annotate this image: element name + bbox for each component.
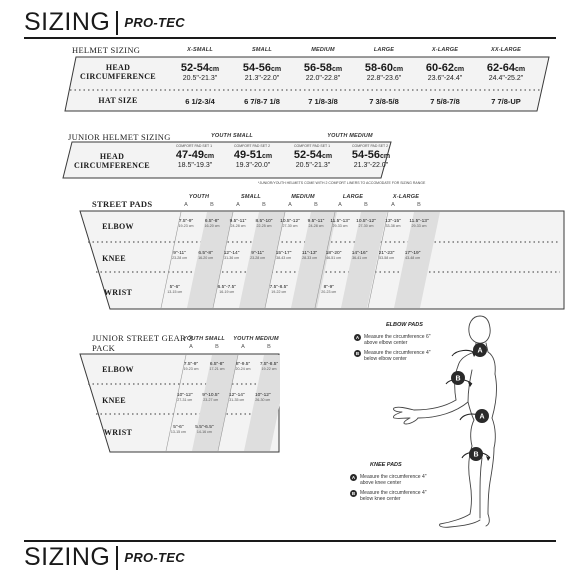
helmet-cm-unit: cm [454,66,465,73]
street_pads-cell [173,219,199,228]
junior_street-cell [178,362,204,371]
junior-helmet-cm-unit: cm [380,153,391,160]
street_pads-cell [303,219,329,228]
helmet-cm-value [228,63,296,74]
helmet-col-2: MEDIUM [311,47,335,53]
junior-helmet-size-cell [342,150,400,169]
street_pads-cell-cm: 16-20 cm [198,256,214,260]
helmet-section-title: HELMET SIZING [72,45,141,55]
junior_street-cell [230,362,256,371]
street_pads-cell-inches: 9"-11" [173,251,186,256]
street_pads-cell-cm: 36-41 cm [352,256,368,260]
street_pads-cell-cm: 16-19 cm [219,290,235,294]
street_pads-cell-cm: 22-25 cm [256,224,272,228]
knee-pads-title: KNEE PADS [370,462,402,468]
helmet-inch-value: 21.3"-22.0" [244,75,280,82]
street_pads-cell-cm: 23-28 cm [250,256,266,260]
street_pads-col-a: A [236,202,240,208]
junior_street-col-1: YOUTH MEDIUM [233,336,279,342]
street_pads-cell-inches: 14"-16" [351,251,368,256]
street_pads-col-b: B [210,202,214,208]
header-brand-logo: PRO-TEC [124,15,185,30]
measure-point-label: B [455,375,461,383]
junior-helmet-inch-value: 19.3"-20.0" [235,162,271,169]
junior_street-cell-inches: 5"-6" [173,425,184,430]
helmet-inch-value: 23.6"-24.4" [427,75,463,82]
header-rule [24,37,556,39]
street_pads-cell-inches: 7.5"-8.5" [269,285,288,290]
street_pads-cell-inches: 6.5"-7.5" [217,285,236,290]
junior_street-cell-inches: 7.5"-8.5" [259,362,279,367]
junior-helmet-cm-number: 47-49 [175,149,204,161]
junior_street-cell-inches: 5.5"-6.5" [195,425,214,430]
helmet-cm-unit: cm [393,66,404,73]
junior_street-cell-inches: 8"-9.5" [235,362,251,367]
street_pads-cell-cm: 20-23 cm [321,290,337,294]
junior_street-row-label: ELBOW [102,365,134,374]
street_pads-cell [219,251,245,260]
street_pads-cell [380,219,406,228]
helmet-size-cell [472,63,540,82]
street_pads-cell-cm: 27-30 cm [358,224,374,228]
junior_street-cell-cm: 14-16 cm [196,430,212,434]
helmet-cm-value [289,63,357,74]
street_pads-cell-inches: 11.5"-13" [409,219,429,224]
helmet-cm-number: 58-60 [364,62,393,74]
junior-helmet-cm-number: 54-56 [351,149,380,161]
knee_pads-badge: B [351,491,356,496]
street_pads-cell [214,285,240,294]
helmet-size-cell [289,63,357,82]
street_pads-cell [406,219,432,228]
helmet-size-cell [166,63,234,82]
street_pads-cell [374,251,400,260]
helmet-cm-unit: cm [271,66,282,73]
junior_street-cell-cm: 19-22 cm [261,367,277,371]
street_pads-cell-inches: 15"-17" [275,251,292,256]
street_pads-col-b: B [364,202,368,208]
junior-helmet-cm-number: 49-51 [233,149,262,161]
header-divider [116,11,118,35]
junior_street-cell-inches: 7.5"-9" [183,362,199,367]
elbow_pads-instruction-text: Measure the circumference 4" below elbow center [364,350,431,362]
street_pads-cell-cm: 27-30 cm [282,224,298,228]
street_pads-cell-inches: 9"-11" [251,251,264,256]
helmet-col-3: LARGE [373,47,395,53]
street_pads-cell [327,219,353,228]
helmet-size-cell [228,63,296,82]
helmet-cm-number: 54-56 [242,62,271,74]
helmet-size-cell [350,63,418,82]
junior_street-cell [198,393,224,402]
street_pads-col-a: A [288,202,292,208]
street_pads-cell [266,285,292,294]
junior-helmet-col-0: YOUTH SMALL [211,133,253,139]
junior-helmet-cm-value [224,150,282,161]
measure-point-label: B [473,451,479,459]
street_pads-cell-cm: 46-51 cm [326,256,342,260]
street_pads-cell [321,251,347,260]
street_pads-cell [162,285,188,294]
footer-title: SIZING [24,543,111,571]
street_pads-col-b: B [314,202,318,208]
street_pads-cell-cm: 31-36 cm [224,256,240,260]
junior_street-cell-inches: 10"-12" [176,393,193,398]
junior_street-cell-cm: 23-27 cm [203,398,219,402]
helmet-cm-unit: cm [332,66,343,73]
junior-helmet-inch-value: 21.3"-22.0" [353,162,389,169]
street-pads-section-title: STREET PADS [92,199,153,209]
junior_street-cell-inches: 6.5"-8" [209,362,225,367]
helmet-cm-value [411,63,479,74]
street_pads-cell [277,219,303,228]
street_pads-cell [167,251,193,260]
junior_street-cell-cm: 19-23 cm [183,367,199,371]
street_pads-cell [193,251,219,260]
street_pads-cell-cm: 29-33 cm [332,224,348,228]
street_pads-col-3: LARGE [342,194,364,200]
junior-helmet-pad-note: COMFORT PAD SET 1 [175,144,213,148]
header-band [24,10,556,35]
street_pads-cell-inches: 9.5"-11" [229,219,247,224]
junior-helmet-size-cell [166,150,224,169]
helmet-col-5: XX-LARGE [490,47,522,53]
junior-helmet-cm-unit: cm [262,153,273,160]
street_pads-col-b: B [262,202,266,208]
junior_street-row-label: KNEE [102,396,126,405]
street_pads-cell [353,219,379,228]
junior-helmet-col-1: YOUTH MEDIUM [327,133,373,139]
helmet-col-1: SMALL [252,47,272,53]
street_pads-cell [271,251,297,260]
junior-helmet-cm-unit: cm [204,153,215,160]
junior_street-cell-cm: 17-21 cm [209,367,225,371]
measure-point-label: A [477,347,483,355]
junior-helmet-cm-value [284,150,342,161]
helmet-hat-value: 7 3/8-5/8 [369,97,399,106]
street_pads-col-a: A [391,202,395,208]
junior_street-cell [191,425,217,434]
helmet-inch-value: 24.4"-25.2" [488,75,524,82]
junior-helmet-cm-number: 52-54 [293,149,322,161]
footer-divider [116,546,118,570]
junior_street-cell [224,393,250,402]
street_pads-cell-cm: 19-23 cm [178,224,194,228]
junior-helmet-cm-value [342,150,400,161]
street_pads-cell-cm: 53-58 cm [379,256,395,260]
junior-helmet-size-cell [284,150,342,169]
junior_street-cell-cm: 26-30 cm [255,398,271,402]
street_pads-cell-inches: 18"-20" [325,251,342,256]
helmet-hat-value: 7 1/8-3/8 [308,97,338,106]
street_pads-cell-inches: 21"-23" [378,251,395,256]
junior_street-col-a: A [241,344,245,350]
elbow_pads-instruction-text: Measure the circumference 6" above elbow center [364,334,431,346]
street_pads-cell-inches: 6.5"-8" [198,251,213,256]
street_pads-cell-cm: 38-43 cm [276,256,292,260]
street_pads-cell-inches: 11"-13" [301,251,318,256]
junior_street-cell [172,393,198,402]
junior_street-row-label: WRIST [103,428,133,437]
street_pads-cell-inches: 5"-6" [169,285,180,290]
helmet-cm-number: 62-64 [486,62,515,74]
junior_street-col-b: B [215,344,219,350]
street_pads-cell [245,251,271,260]
helmet-hat-value: 6 7/8-7 1/8 [244,97,280,106]
junior_street-col-a: A [189,344,193,350]
junior_street-col-b: B [267,344,271,350]
helmet-cm-value [472,63,540,74]
helmet-hat-value: 6 1/2-3/4 [185,97,215,106]
street_pads-cell [199,219,225,228]
street_pads-cell-cm: 19-22 cm [271,290,287,294]
street_pads-cell [297,251,323,260]
street_pads-cell-cm: 23-28 cm [172,256,188,260]
junior_street-cell-inches: 12"-14" [228,393,245,398]
street_pads-cell-inches: 12"-14" [223,251,240,256]
street_pads-cell-cm: 16-20 cm [204,224,220,228]
junior_street-cell [204,362,230,371]
junior-helmet-inch-value: 20.5"-21.3" [295,162,331,169]
junior-helmet-inch-value: 18.5"-19.3" [177,162,213,169]
helmet-cm-unit: cm [515,66,526,73]
junior_street-cell-cm: 31-35 cm [229,398,245,402]
junior_street-cell-inches: 10"-12" [254,393,271,398]
junior_street-cell [256,362,282,371]
junior-helmet-pad-note: COMFORT PAD SET 2 [233,144,271,148]
body-measurement-figure [380,308,550,533]
junior_street-cell-cm: 20-24 cm [235,367,251,371]
helmet-cm-value [350,63,418,74]
helmet-inch-value: 22.0"-22.8" [305,75,341,82]
junior_street-cell [250,393,276,402]
helmet-row-label-hat-size: HAT SIZE [98,96,138,105]
helmet-col-4: X-LARGE [431,47,459,53]
helmet-cm-number: 56-58 [303,62,332,74]
street_pads-cell-inches: 7.5"-9" [178,219,194,224]
street_pads-cell-cm: 24-28 cm [230,224,246,228]
junior-helmet-cm-value [166,150,224,161]
street_pads-cell-inches: 9.5"-11" [307,219,325,224]
helmet-hat-value: 7 7/8-UP [491,97,521,106]
street_pads-col-b: B [417,202,421,208]
helmet-row-label-head-circ: HEAD CIRCUMFERENCE [80,63,156,82]
helmet-inch-value: 22.8"-23.6" [366,75,402,82]
junior-helmet-cm-unit: cm [322,153,333,160]
measure-point-label: A [479,413,485,421]
junior_street-cell-inches: 9"-10.5" [202,393,220,398]
helmet-cm-number: 52-54 [180,62,209,74]
junior_street-cell-cm: 13-15 cm [170,430,186,434]
street_pads-cell-cm: 33-38 cm [385,224,401,228]
junior-helmet-section-title: JUNIOR HELMET SIZING [68,132,171,142]
street_pads-cell [400,251,426,260]
helmet-inch-value: 20.5"-21.3" [182,75,218,82]
elbow_pads-badge: B [355,351,360,356]
junior-helmet-size-cell [224,150,282,169]
junior_street-cell-cm: 27-31 cm [177,398,193,402]
helmet-hat-value: 7 5/8-7/8 [430,97,460,106]
helmet-cm-number: 60-62 [425,62,454,74]
street_pads-row-label: KNEE [102,254,126,263]
helmet-size-cell [411,63,479,82]
street_pads-cell-inches: 13"-15" [385,219,401,224]
knee_pads-badge: A [351,475,356,480]
street_pads-col-a: A [184,202,188,208]
helmet-col-0: X-SMALL [187,47,213,53]
street_pads-row-label: ELBOW [102,222,134,231]
street_pads-cell-inches: 10.5"-12" [280,219,300,224]
junior-helmet-pad-note: COMFORT PAD SET 1 [293,144,331,148]
junior-helmet-row-label: HEAD CIRCUMFERENCE [74,152,150,171]
knee_pads-instruction-text: Measure the circumference 4" below knee center [360,490,427,502]
street_pads-cell-inches: 17"-19" [404,251,421,256]
junior_street-col-0: YOUTH SMALL [183,336,225,342]
street_pads-cell [225,219,251,228]
street_pads-cell-inches: 11.5"-13" [330,219,350,224]
junior-helmet-note: *JUNIOR/YOUTH HELMETS COME WITH 2 COMFORT LINERS TO ACCOMODATE FOR SIZING RANGE [258,181,426,185]
street_pads-cell-cm: 13-15 cm [167,290,183,294]
street_pads-cell-cm: 24-28 cm [308,224,324,228]
header-title: SIZING [24,8,111,36]
footer-brand-logo: PRO-TEC [124,550,185,565]
street_pads-col-4: X-LARGE [392,194,420,200]
street_pads-cell [347,251,373,260]
elbow-pads-title: ELBOW PADS [386,322,423,328]
junior-street-section-title: JUNIOR STREET GEAR 3 PACK [92,333,193,354]
footer-rule [24,540,556,542]
street_pads-col-a: A [338,202,342,208]
elbow_pads-badge: A [355,335,360,340]
street_pads-cell-inches: 8.5"-10" [255,219,273,224]
knee_pads-instruction-text: Measure the circumference 4" above knee center [360,474,427,486]
street_pads-cell-cm: 28-33 cm [302,256,318,260]
street_pads-row-label: WRIST [103,288,133,297]
street_pads-col-1: SMALL [241,194,261,200]
helmet-cm-value [166,63,234,74]
street_pads-cell [251,219,277,228]
street_pads-col-2: MEDIUM [291,194,315,200]
street_pads-cell-inches: 8"-9" [323,285,334,290]
street_pads-cell-cm: 29-33 cm [411,224,427,228]
street_pads-cell-inches: 6.5"-8" [204,219,220,224]
street_pads-cell-inches: 10.5"-12" [356,219,376,224]
junior-helmet-pad-note: COMFORT PAD SET 2 [351,144,389,148]
helmet-cm-unit: cm [209,66,220,73]
street_pads-cell [316,285,342,294]
street_pads-cell-cm: 43-48 cm [405,256,421,260]
footer-band [24,545,556,570]
junior_street-cell [165,425,191,434]
street_pads-col-0: YOUTH [188,194,210,200]
